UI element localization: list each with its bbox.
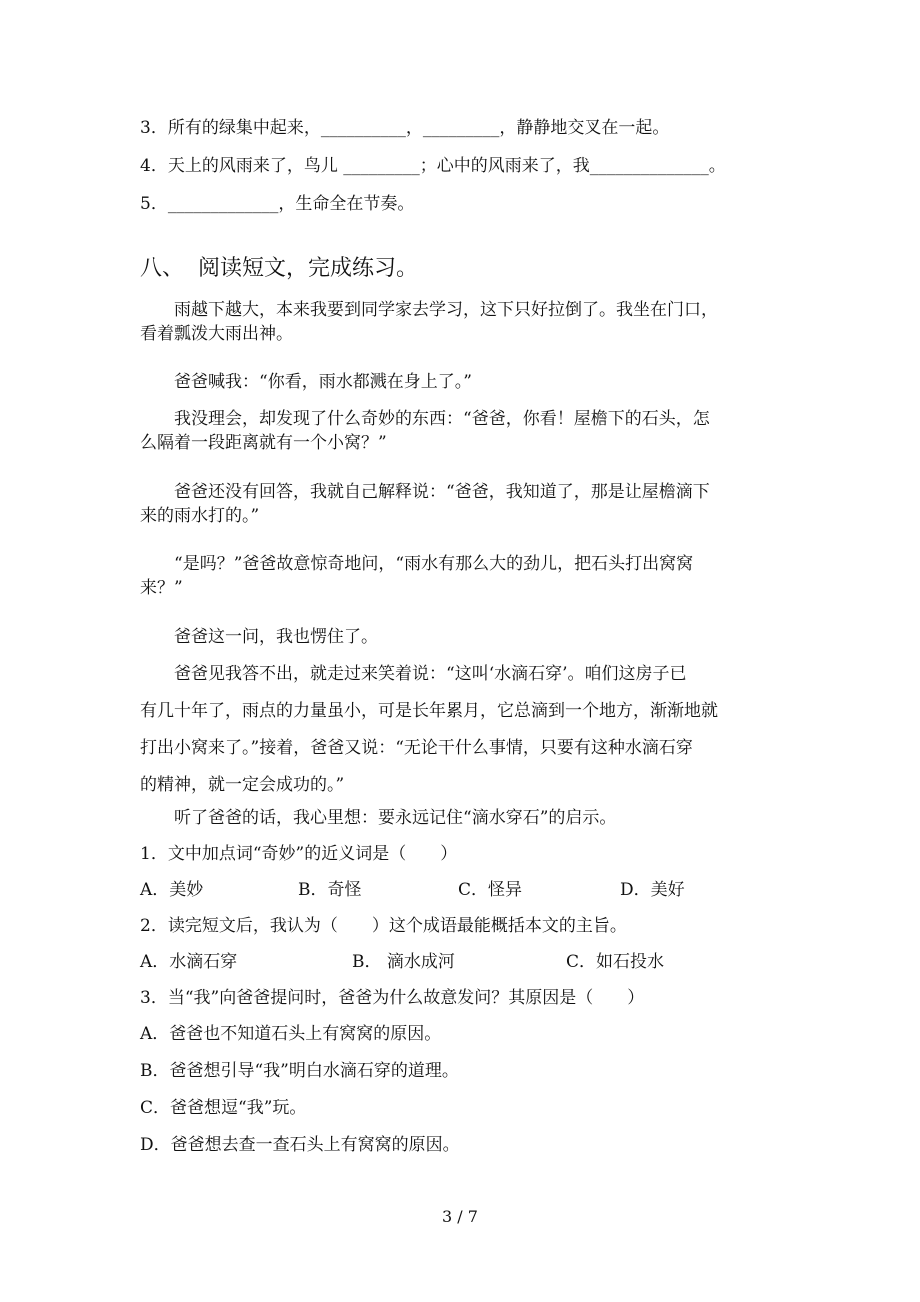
paragraph-line: 的精神，就一定会成功的。” [140, 775, 345, 795]
section-heading [140, 254, 418, 284]
fill-blank-5: 5．_____________，生命全在节奏。 [140, 194, 415, 214]
paragraph-line: 爸爸还没有回答，我就自己解释说：“爸爸，我知道了，那是让屋檐滴下 [174, 482, 710, 502]
paragraph-line: 来的雨水打的。” [140, 506, 260, 526]
paragraph-line: 雨越下越大，本来我要到同学家去学习，这下只好拉倒了。我坐在门口， [174, 300, 718, 320]
option-c: C．爸爸想逗“我”玩。 [140, 1098, 307, 1118]
option-b: B． 滴水成河 [352, 952, 455, 972]
option-d: D．美好 [620, 880, 685, 900]
option-c: C．怪异 [458, 880, 523, 900]
paragraph-line: 爸爸喊我：“你看，雨水都溅在身上了。” [174, 372, 472, 392]
paragraph-line: 听了爸爸的话，我心里想：要永远记住“滴水穿石”的启示。 [174, 808, 617, 828]
paragraph-line: 爸爸这一问，我也愣住了。 [174, 627, 378, 647]
paragraph-line: 爸爸见我答不出，就走过来笑着说：“这叫‘水滴石穿’。咱们这房子已 [174, 664, 687, 684]
option-b: B．奇怪 [298, 880, 362, 900]
page-number: 3 / 7 [442, 1207, 478, 1226]
fill-blank-4: 4．天上的风雨来了，鸟儿 _________；心中的风雨来了，我______________。 [140, 156, 726, 176]
paragraph-line: 我没理会，却发现了什么奇妙的东西：“爸爸，你看！屋檐下的石头，怎 [174, 409, 710, 429]
passage-paragraph-5 [140, 552, 780, 600]
passage-paragraph-2 [140, 370, 780, 394]
paragraph-line: 看着瓢泼大雨出神。 [140, 324, 293, 344]
passage-paragraph-4 [140, 480, 780, 528]
paragraph-line: 打出小窝来了。”接着，爸爸又说：“无论干什么事情，只要有这种水滴石穿 [140, 738, 693, 758]
paragraph-line: “是吗？”爸爸故意惊奇地问，“雨水有那么大的劲儿，把石头打出窝窝 [174, 554, 694, 574]
option-b: B．爸爸想引导“我”明白水滴石穿的道理。 [140, 1061, 459, 1081]
option-c: C．如石投水 [566, 952, 665, 972]
passage-paragraph-1 [140, 298, 780, 346]
passage-paragraph-7 [140, 662, 780, 797]
section-title: 阅读短文，完成练习。 [198, 256, 419, 281]
option-d: D．爸爸想去查一查石头上有窝窝的原因。 [140, 1135, 460, 1155]
passage-paragraph-6 [140, 625, 780, 649]
paragraph-line: 有几十年了，雨点的力量虽小，可是长年累月，它总滴到一个地方，渐渐地就 [140, 701, 718, 721]
passage-paragraph-3 [140, 407, 780, 455]
option-a: A．爸爸也不知道石头上有窝窝的原因。 [140, 1024, 442, 1044]
question-2: 2．读完短文后，我认为（ ）这个成语最能概括本文的主旨。 [140, 916, 627, 936]
option-a: A．水滴石穿 [140, 952, 238, 972]
fill-blank-3: 3．所有的绿集中起来，__________，_________，静静地交叉在一起。 [140, 118, 670, 138]
option-a: A．美妙 [140, 880, 204, 900]
question-1: 1．文中加点词“奇妙”的近义词是（ ） [140, 844, 458, 864]
paragraph-line: 来？” [140, 578, 183, 598]
section-number: 八、 [140, 256, 185, 281]
paragraph-line: 么隔着一段距离就有一个小窝？” [140, 433, 387, 453]
question-3: 3．当“我”向爸爸提问时，爸爸为什么故意发问？其原因是（ ） [140, 988, 645, 1008]
passage-paragraph-8 [140, 806, 780, 830]
